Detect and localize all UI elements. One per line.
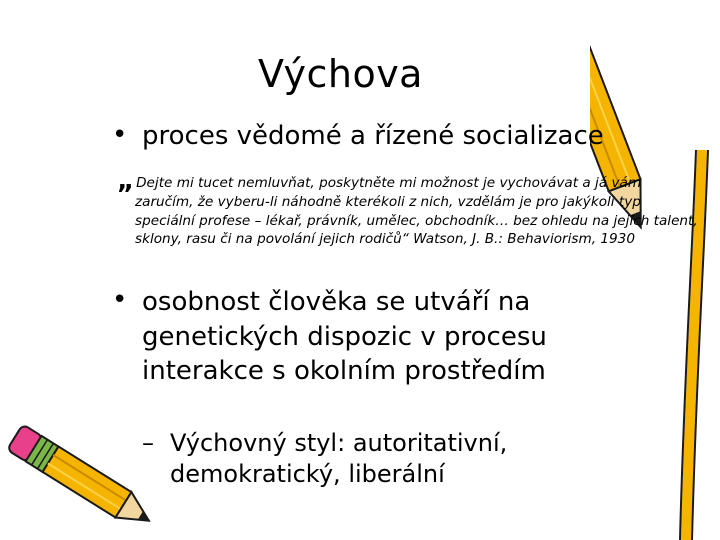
sub-bullet bbox=[142, 428, 590, 490]
watson-quote bbox=[117, 166, 702, 249]
sub-bullet-text: Výchovný styl: autoritativní, demokratický, liberální bbox=[170, 429, 508, 489]
bullet-2 bbox=[112, 285, 642, 389]
quote-open-mark: „ bbox=[117, 166, 135, 196]
quote-first-line-text: Dejte mi tucet nemluvňat, poskytněte mi možnost je vychovávat a já vám bbox=[136, 175, 642, 191]
bullet-marker: • bbox=[112, 285, 128, 315]
bullet-marker: • bbox=[112, 120, 128, 150]
pencil-icon bbox=[590, 0, 720, 540]
quote-first-line bbox=[117, 166, 702, 196]
slide-title: Výchova bbox=[258, 52, 423, 96]
quote-rest: zaručím, že vyberu-li náhodně kterékoli z nich, vzdělám je pro jakýkoli typ speciální profese – lékař, právník, umělec, obchodník… bez ohledu na jejich talent, sklony, rasu či na povolání jejich rodičů“ Watson, J. B.: Behaviorism, 1930 bbox=[135, 193, 698, 248]
bullet-1-text: proces vědomé a řízené socializace bbox=[142, 121, 604, 151]
sub-bullet-marker: – bbox=[142, 429, 154, 457]
bullet-2-text: osobnost člověka se utváří na genetických dispozic v procesu interakce s okolním prostředím bbox=[142, 287, 547, 387]
bullet-1 bbox=[112, 120, 702, 153]
